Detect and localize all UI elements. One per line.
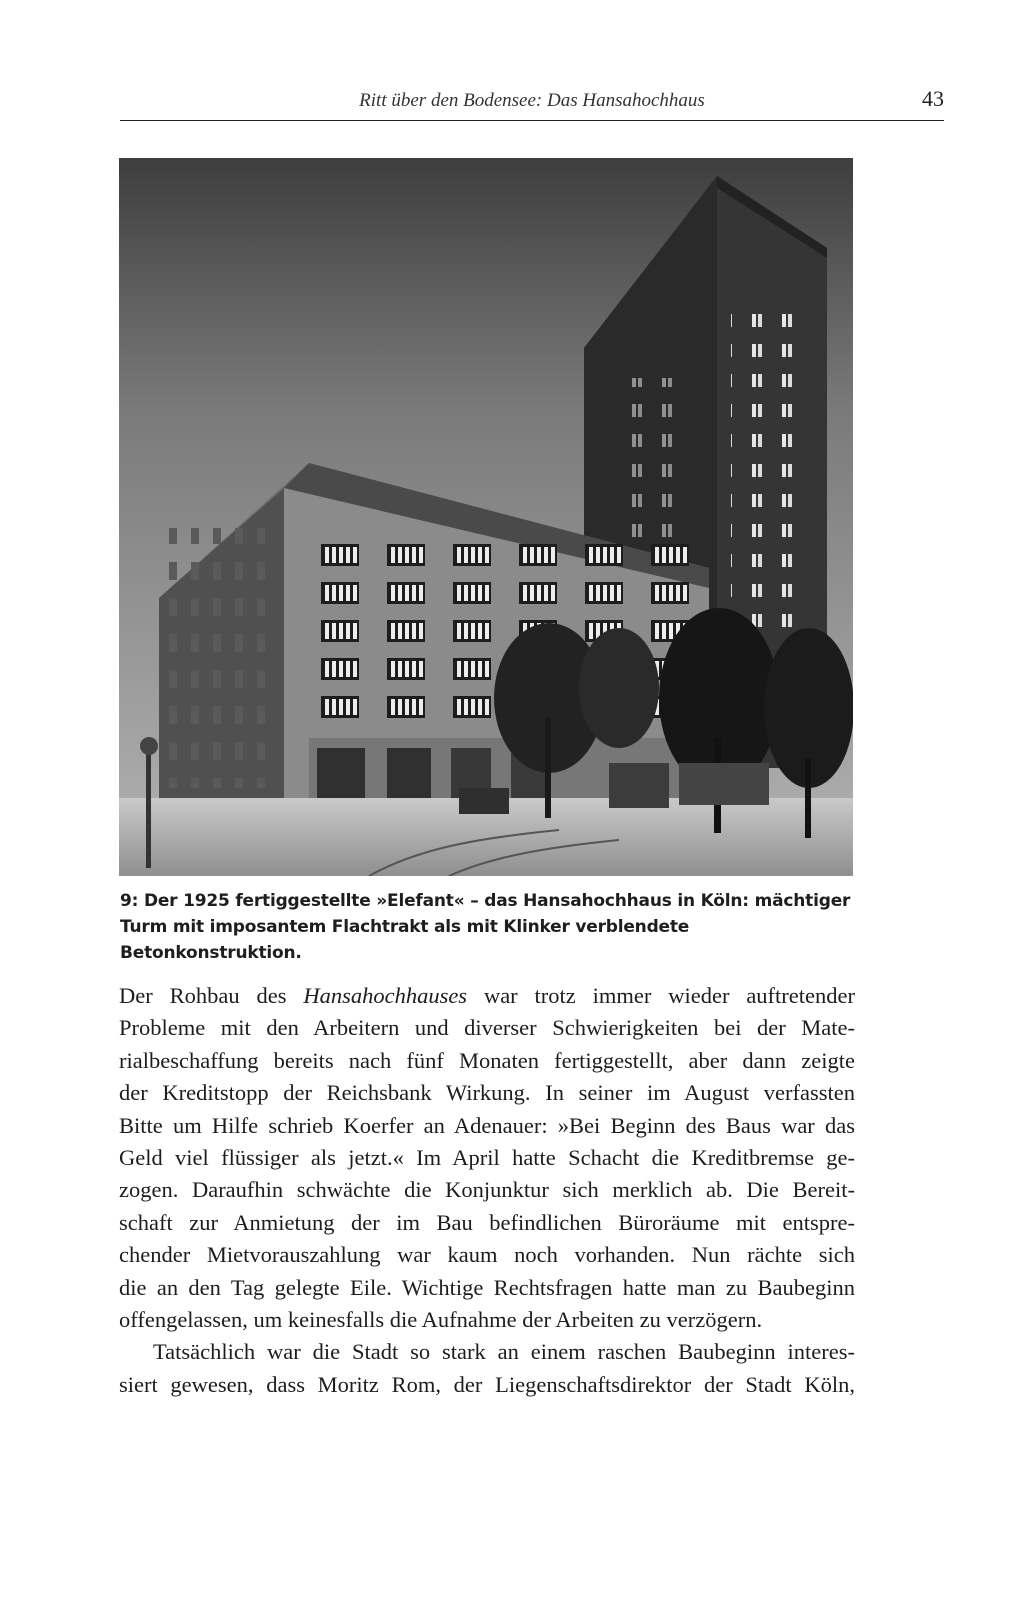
text-line: der Kreditstopp der Reichsbank Wirkung. In seiner im August verfassten (119, 1080, 855, 1106)
text-line: Probleme mit den Arbeitern und diverser Schwierigkeiten bei der Mate- (119, 1015, 855, 1041)
body-text (119, 980, 855, 1401)
running-title: Ritt über den Bodensee: Das Hansahochhaus (359, 90, 705, 111)
figure-photo-hansahochhaus (119, 158, 853, 876)
text-line: Bitte um Hilfe schrieb Koerfer an Adenauer: »Bei Beginn des Baus war das (119, 1112, 855, 1138)
text-line: zogen. Daraufhin schwächte die Konjunktur sich merklich ab. Die Bereit- (119, 1177, 855, 1203)
italic-term: Hansahochhauses (303, 983, 468, 1008)
text-line: Geld viel flüssiger als jetzt.« Im April hatte Schacht die Kreditbremse ge- (119, 1145, 855, 1171)
text-line: die an den Tag gelegte Eile. Wichtige Rechtsfragen hatte man zu Baubeginn (119, 1274, 855, 1300)
caption-line: Turm mit imposantem Flachtrakt als mit Klinker verblendete Betonkonstruktion. (120, 917, 690, 963)
running-header (120, 86, 944, 121)
page-number: 43 (922, 86, 944, 111)
text-line: Der Rohbau des Hansahochhauses war trotz immer wieder auftretender (119, 983, 855, 1008)
text-line: rialbeschaffung bereits nach fünf Monaten fertiggestellt, aber dann zeigte (119, 1047, 855, 1073)
text-line: siert gewesen, dass Moritz Rom, der Liegenschaftsdirektor der Stadt Köln, (119, 1371, 855, 1397)
text-line: Tatsächlich war die Stadt so stark an einem raschen Baubeginn interes- (153, 1339, 855, 1365)
caption-line: 9: Der 1925 fertiggestellte »Elefant« – das Hansahochhaus in Köln: mächtiger (120, 891, 851, 911)
text-line: chender Mietvorauszahlung war kaum noch vorhanden. Nun rächte sich (119, 1242, 855, 1268)
text-line: offengelassen, um keinesfalls die Aufnahme der Arbeiten zu verzögern. (119, 1307, 763, 1333)
text-line: schaft zur Anmietung der im Bau befindlichen Büroräume mit entspre- (119, 1209, 855, 1235)
figure-caption (120, 888, 855, 966)
